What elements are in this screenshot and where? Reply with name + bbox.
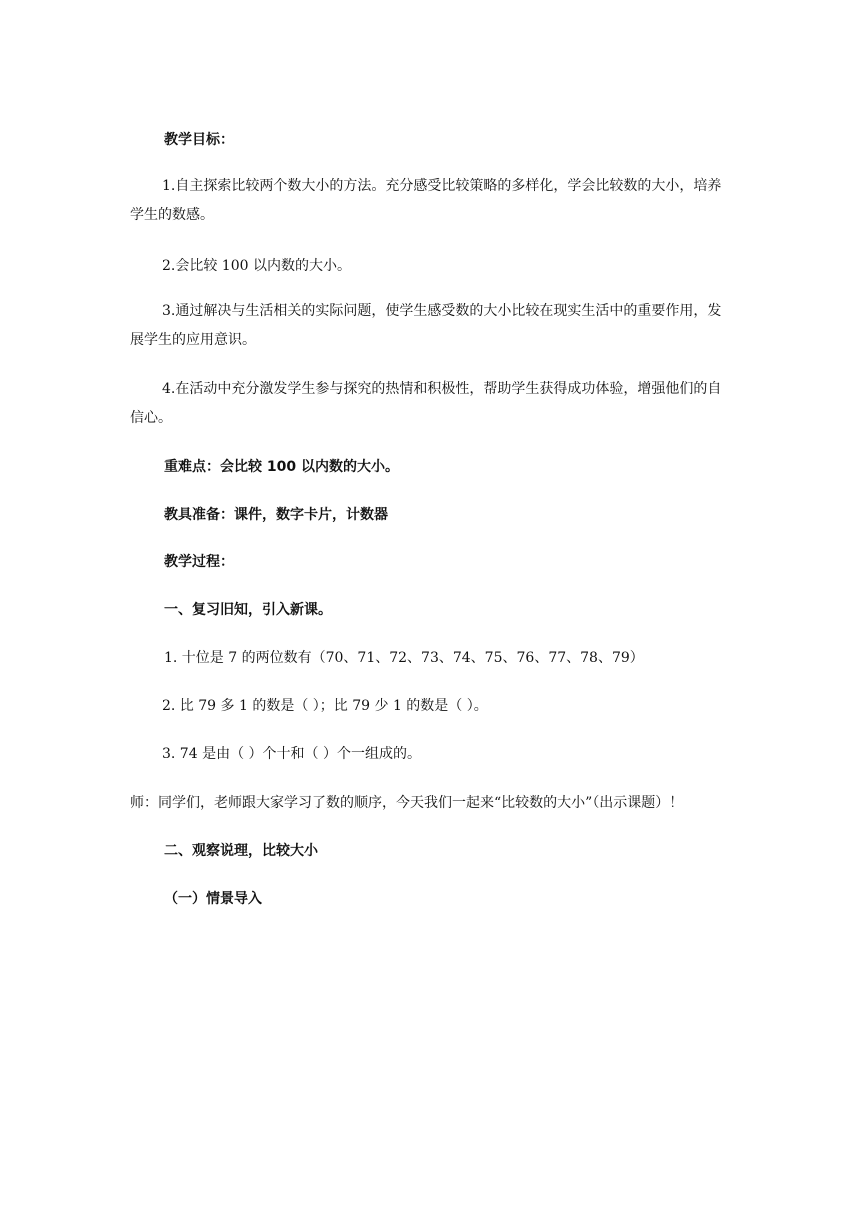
goal-4: 4.在活动中充分激发学生参与探究的热情和积极性，帮助学生获得成功体验，增强他们的自信心。 <box>130 381 722 426</box>
question-1: 1. 十位是 7 的两位数有（70、71、72、73、74、75、76、77、78、79） <box>164 650 644 666</box>
key-point: 重难点：会比较 100 以内数的大小。 <box>164 459 399 475</box>
goal-1: 1.自主探索比较两个数大小的方法。充分感受比较策略的多样化，学会比较数的大小，培养学生的数感。 <box>130 178 722 223</box>
goal-2: 2.会比较 100 以内数的大小。 <box>162 258 351 274</box>
section-2-heading: 二、观察说理，比较大小 <box>164 843 318 859</box>
process-heading: 教学过程： <box>164 554 234 570</box>
subsection-1-heading: （一）情景导入 <box>164 891 262 907</box>
section-1-heading: 一、复习旧知，引入新课。 <box>164 602 332 618</box>
teacher-line: 师：同学们，老师跟大家学习了数的顺序，今天我们一起来“比较数的大小”（出示课题）！ <box>130 795 684 811</box>
materials: 教具准备：课件，数字卡片，计数器 <box>164 507 388 523</box>
goals-heading: 教学目标： <box>164 132 234 148</box>
question-2: 2. 比 79 多 1 的数是（ ）；比 79 少 1 的数是（ ）。 <box>162 698 488 714</box>
question-3: 3. 74 是由（ ）个十和（ ）个一组成的。 <box>162 746 421 762</box>
goal-3: 3.通过解决与生活相关的实际问题，使学生感受数的大小比较在现实生活中的重要作用，发展学生的应用意识。 <box>130 303 722 348</box>
